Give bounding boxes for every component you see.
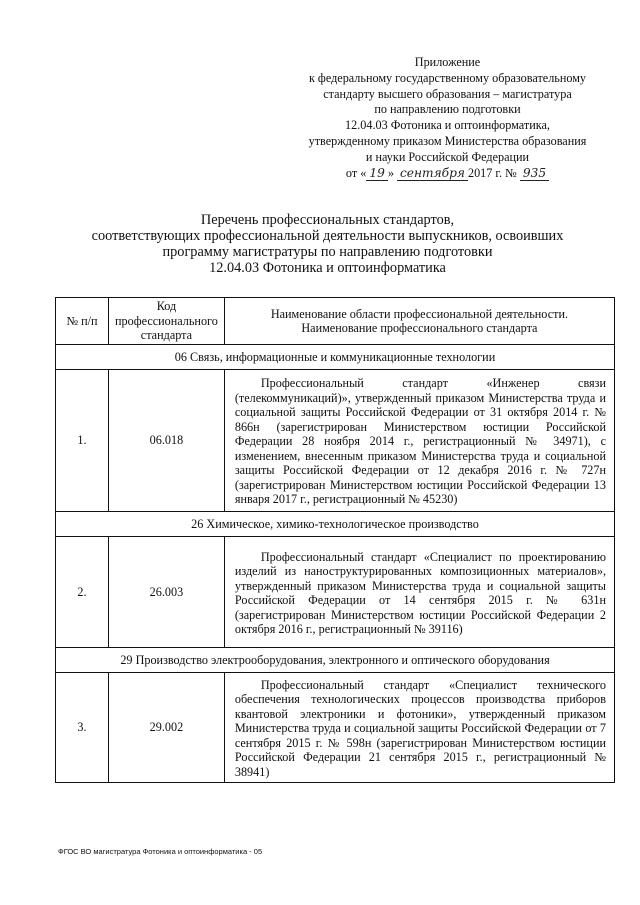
row-code: 26.003	[109, 537, 225, 648]
heading-line: соответствующих профессиональной деятельности выпускников, освоивших	[91, 228, 564, 244]
table-row	[56, 370, 615, 512]
row-num: 1.	[56, 370, 109, 512]
handwritten-month: сентября	[397, 167, 468, 181]
row-text-body: Профессиональный стандарт «Специалист по проектированию изделий из наноструктурированных композиционных материалов», утвержденный приказом Министерства труда и социальной защиты Российской Федерации от 14 сентября 2015 г. № 631н (зарегистрирован Министерством юстиции Российской Федерации 2 октября 2016 г., регистрационный № 39116)	[234, 549, 606, 636]
row-text-body: Профессиональный стандарт «Инженер связи (телекоммуникаций)», утвержденный приказом Министерства труда и социальной защиты Российской Федерации от 31 октября 2014 г. № 866н (зарегистрирован Министерством юстиции Российской Федерации 28 ноября 2014 г., регистрационный № 34971), с изменением, внесенным приказом Министерства труда и социальной защиты Российской Федерации от 12 декабря 2016 г. № 727н (зарегистрирован Министерством юстиции Российской Федерации 13 января 2017 г., регистрационный № 45230)	[234, 376, 606, 507]
document-heading	[60, 212, 595, 276]
appendix-line: и науки Российской Федерации	[365, 149, 530, 164]
year-text: 2017 г. №	[467, 165, 517, 180]
heading-line: Перечень профессиональных стандартов,	[200, 212, 455, 228]
date-mid: »	[387, 165, 394, 180]
table-row	[56, 673, 615, 783]
header-num: № п/п	[56, 298, 109, 345]
section-title: 06 Связь, информационные и коммуникационные технологии	[56, 345, 615, 370]
header-name-line1: Наименование области профессиональной деятельности.	[270, 306, 569, 321]
appendix-line: Приложение	[414, 55, 481, 69]
handwritten-order-number: 935	[520, 167, 549, 181]
row-text-body: Профессиональный стандарт «Специалист технического обеспечения технологических процессов производства приборов квантовой электроники и фотоники», утвержденный приказом Министерства труда и социальной защиты Российской Федерации от 7 сентября 2015 г. № 598н (зарегистрирован Министерством юстиции Российской Федерации 21 сентября 2015 г., регистрационный № 38941)	[234, 677, 606, 779]
page-footer: ФГОС ВО магистратура Фотоника и оптоинформатика - 05	[58, 847, 263, 856]
section-row	[56, 648, 615, 673]
header-code: Код профессионального стандарта	[109, 298, 225, 345]
heading-line: 12.04.03 Фотоника и оптоинформатика	[209, 260, 446, 276]
appendix-line: стандарту высшего образования – магистратура	[323, 86, 572, 101]
header-name-line2: Наименование профессионального стандарта	[301, 321, 538, 335]
row-text	[224, 537, 614, 648]
appendix-line: по направлению подготовки	[374, 102, 521, 117]
appendix-block	[295, 55, 600, 181]
appendix-line: к федеральному государственному образовательному	[308, 70, 587, 85]
row-text	[224, 673, 614, 783]
standards-table	[55, 297, 615, 783]
header-name	[224, 298, 614, 345]
row-num: 3.	[56, 673, 109, 783]
date-prefix: от «	[345, 165, 367, 180]
appendix-line: утвержденному приказом Министерства образования	[308, 133, 587, 148]
section-row	[56, 512, 615, 537]
row-num: 2.	[56, 537, 109, 648]
heading-line: программу магистратуры по направлению подготовки	[162, 244, 493, 260]
section-title: 26 Химическое, химико-технологическое производство	[56, 512, 615, 537]
section-row	[56, 345, 615, 370]
handwritten-day: 19	[366, 167, 388, 181]
row-code: 06.018	[109, 370, 225, 512]
appendix-line: 12.04.03 Фотоника и оптоинформатика,	[345, 118, 550, 133]
row-code: 29.002	[109, 673, 225, 783]
section-title: 29 Производство электрооборудования, электронного и оптического оборудования	[56, 648, 615, 673]
order-date-line	[295, 166, 600, 182]
table-row	[56, 537, 615, 648]
row-text	[224, 370, 614, 512]
table-header-row	[56, 298, 615, 345]
